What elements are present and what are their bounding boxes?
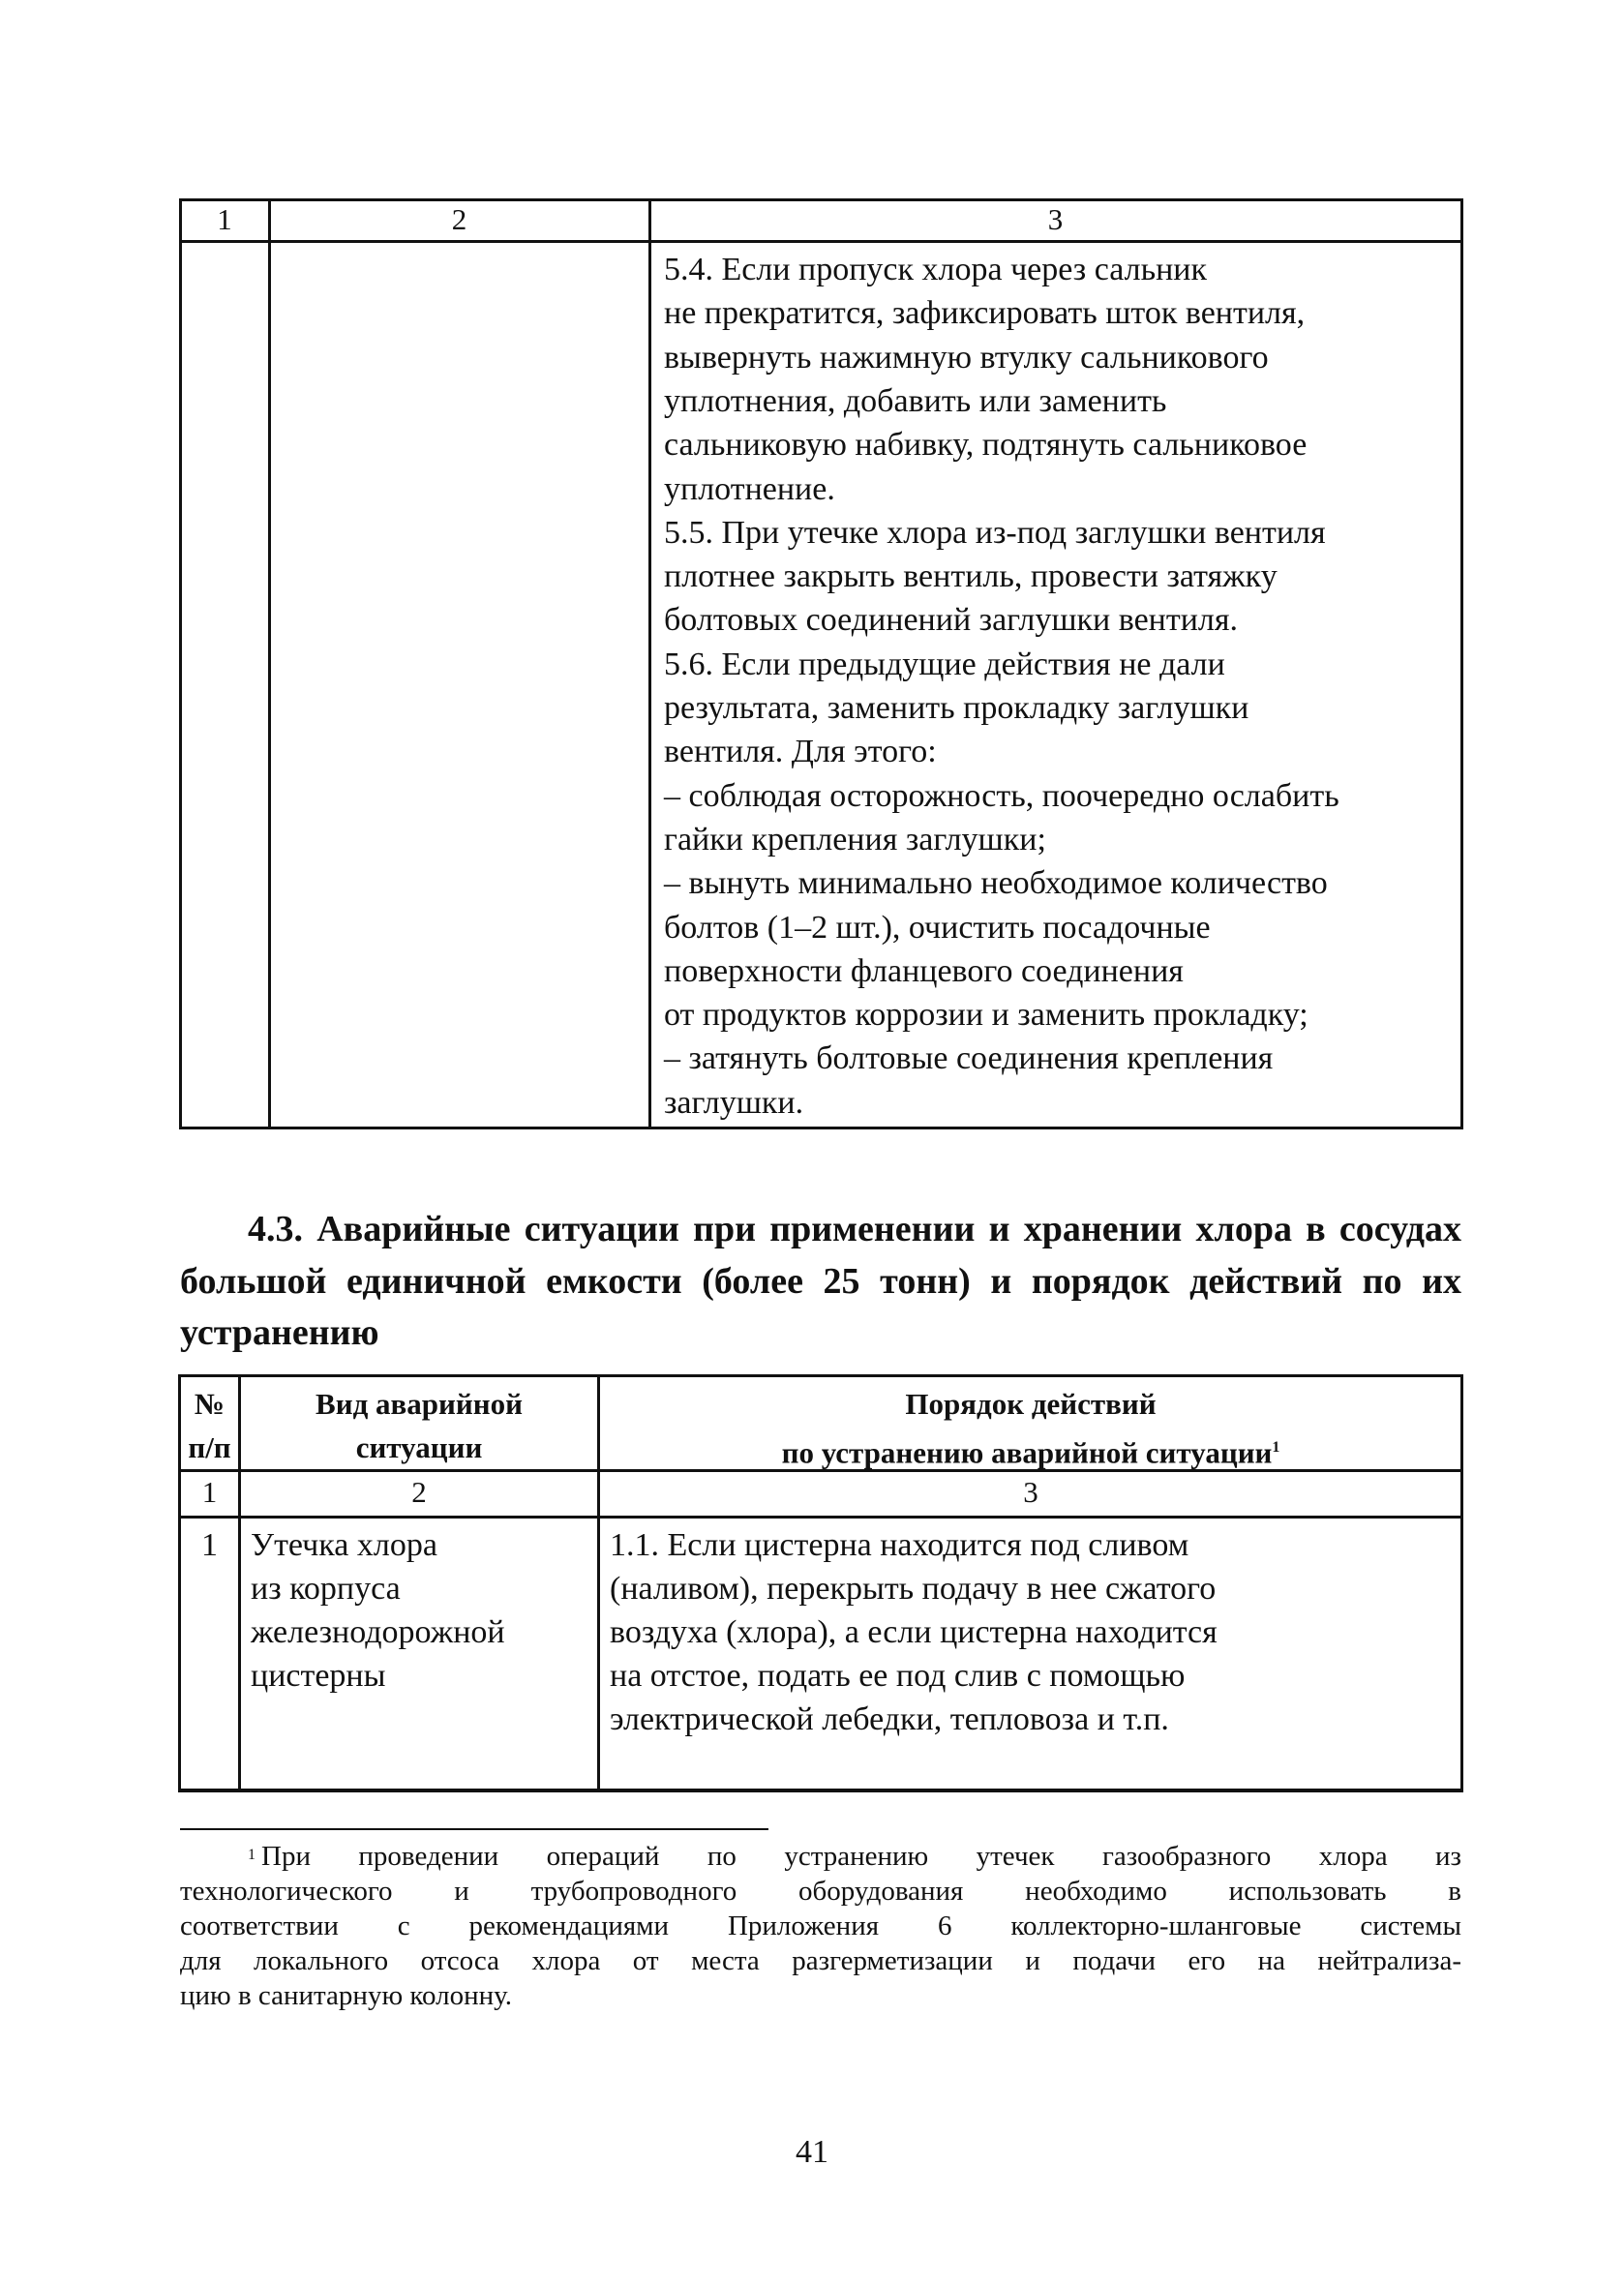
text-line: результата, заменить прокладку заглушки — [664, 690, 1249, 726]
table-border — [268, 198, 271, 1129]
text-line: Утечка хлора — [251, 1527, 437, 1563]
text-line: 5.5. При утечке хлора из-под заглушки вентиля — [664, 514, 1326, 551]
column-number: 1 — [201, 1475, 218, 1509]
text-line: 5.4. Если пропуск хлора через сальник — [664, 252, 1207, 287]
footnote-separator — [180, 1828, 768, 1830]
text-line: 5.6. Если предыдущие действия не дали — [664, 646, 1225, 682]
row-number: 1 — [201, 1527, 218, 1563]
table-border — [178, 1516, 1463, 1519]
table-border — [180, 240, 1463, 243]
text-line: При проведении операций по устранению утечек газообразного хлора из — [261, 1841, 1461, 1872]
column-number: 3 — [1023, 1475, 1038, 1509]
text-line: соответствии с рекомендациями Приложения 6 коллекторно-шланговые системы — [180, 1910, 1461, 1941]
text-line: устранению — [180, 1312, 379, 1353]
text-line: вывернуть нажимную втулку сальникового — [664, 339, 1269, 376]
text-line: не прекратится, зафиксировать шток вентиля, — [664, 295, 1306, 332]
text-line: – вынуть минимально необходимое количество — [664, 865, 1328, 902]
text-line: болтов (1–2 шт.), очистить посадочные — [664, 909, 1211, 946]
text-line: 4.3. Аварийные ситуации при применении и хранении хлора в сосудах — [248, 1209, 1461, 1249]
text-line: поверхности фланцевого соединения — [664, 952, 1184, 989]
text-line: уплотнение. — [664, 470, 835, 507]
text-line: болтовых соединений заглушки вентиля. — [664, 602, 1239, 639]
table-border — [180, 198, 1463, 201]
table-border — [180, 1127, 1463, 1129]
text-line: 1.1. Если цистерна находится под сливом — [610, 1527, 1189, 1563]
text-line: цию в санитарную колонну. — [180, 1980, 512, 2011]
text-line: (наливом), перекрыть подачу в нее сжатого — [610, 1571, 1217, 1607]
table-border — [1460, 198, 1463, 1129]
header-text: по устранению аварийной ситуации — [781, 1435, 1273, 1470]
text-line: для локального отсоса хлора от места разгерметизации и подачи его на нейтрализа- — [180, 1945, 1461, 1976]
header-number — [180, 1382, 239, 1469]
text-line: вентиля. Для этого: — [664, 734, 937, 770]
column-number: 3 — [1047, 202, 1064, 236]
header-text: п/п — [188, 1430, 231, 1464]
text-line: плотнее закрыть вентиль, провести затяжку — [664, 558, 1278, 595]
header-text: Вид аварийной — [316, 1387, 523, 1421]
table-border — [648, 198, 651, 1129]
table-border — [179, 198, 182, 1129]
text-line: от продуктов коррозии и заменить прокладку; — [664, 997, 1308, 1034]
text-line: гайки крепления заглушки; — [664, 821, 1046, 857]
column-number: 2 — [411, 1475, 427, 1509]
header-situation — [240, 1382, 598, 1469]
header-text: Порядок действий — [905, 1387, 1157, 1421]
text-line: воздуха (хлора), а если цистерна находится — [610, 1614, 1218, 1650]
text-line: из корпуса — [251, 1571, 401, 1607]
column-number: 1 — [217, 202, 232, 236]
footnote-mark: 1 — [248, 1847, 256, 1863]
header-text: № — [194, 1387, 226, 1421]
text-line: электрической лебедки, тепловоза и т.п. — [610, 1701, 1169, 1737]
header-text: ситуации — [355, 1430, 483, 1464]
text-line: – затянуть болтовые соединения крепления — [664, 1040, 1274, 1077]
text-line: технологического и трубопроводного оборудования необходимо использовать в — [180, 1876, 1461, 1907]
column-number: 2 — [451, 202, 467, 236]
table-border — [178, 1789, 1463, 1792]
table-border — [178, 1374, 1463, 1377]
text-line: на отстое, подать ее под слив с помощью — [610, 1658, 1186, 1694]
text-line: сальниковую набивку, подтянуть сальниковое — [664, 427, 1308, 464]
text-line: – соблюдая осторожность, поочередно ослабить — [664, 777, 1339, 814]
header-actions — [600, 1382, 1461, 1474]
footnote-mark: 1 — [1272, 1439, 1280, 1456]
page-number: 41 — [796, 2134, 828, 2170]
text-line: уплотнения, добавить или заменить — [664, 382, 1167, 419]
text-line: большой единичной емкости (более 25 тонн) и порядок действий по их — [180, 1260, 1461, 1302]
text-line: заглушки. — [664, 1084, 804, 1121]
text-line: цистерны — [251, 1658, 386, 1694]
text-line: железнодорожной — [251, 1614, 505, 1650]
